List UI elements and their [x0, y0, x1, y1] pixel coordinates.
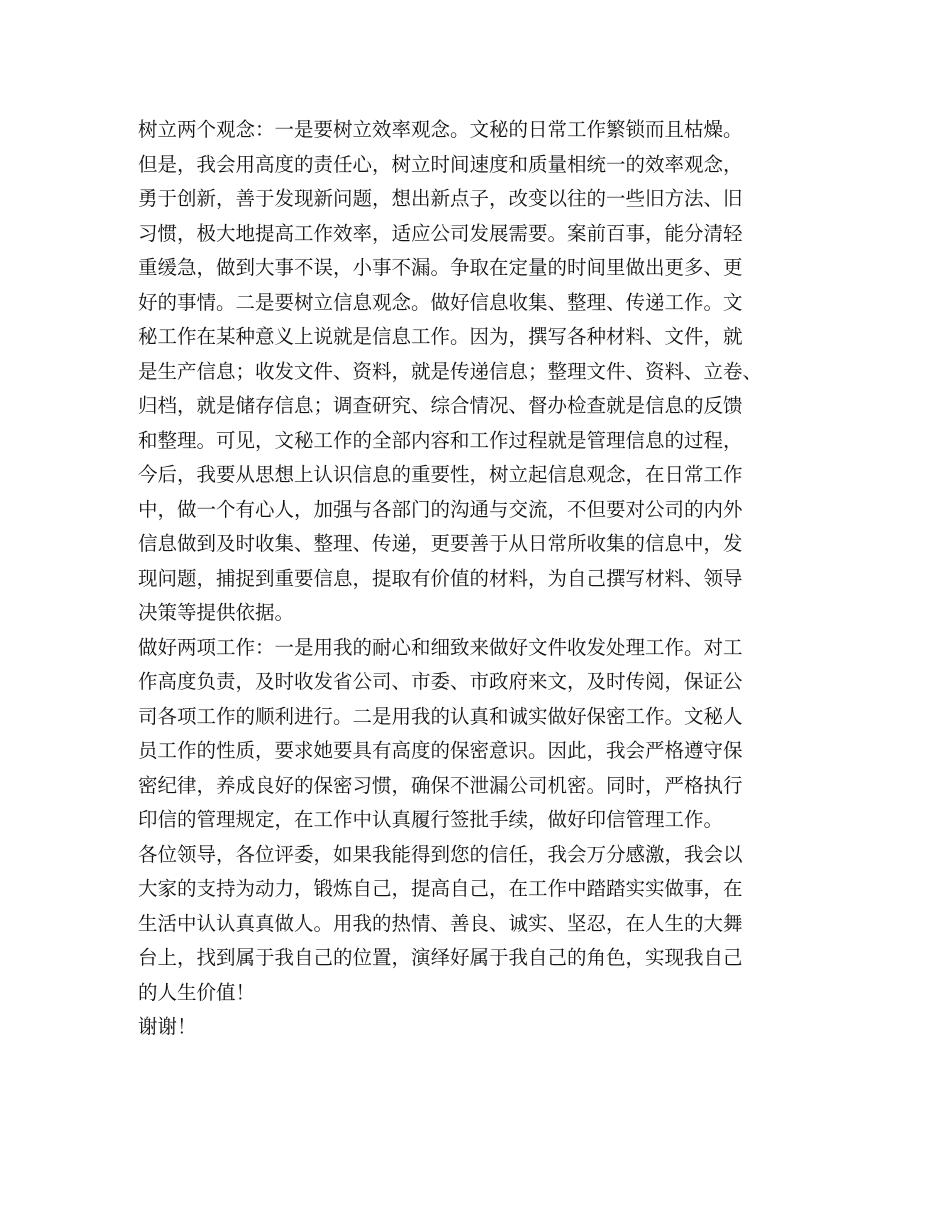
text-line: 司各项工作的顺利进行。二是用我的认真和诚实做好保密工作。文秘人 — [138, 704, 743, 728]
text-line: 大家的支持为动力，锻炼自己，提高自己，在工作中踏踏实实做事，在 — [138, 877, 743, 900]
text-line: 谢谢！ — [138, 1015, 197, 1038]
text-line: 员工作的性质，要求她要具有高度的保密意识。因此，我会严格遵守保 — [138, 739, 743, 762]
text-line: 秘工作在某种意义上说就是信息工作。因为，撰写各种材料、文件，就 — [138, 325, 743, 348]
text-line: 台上，找到属于我自己的位置，演绎好属于我自己的角色，实现我自己 — [138, 946, 743, 969]
text-line: 印信的管理规定，在工作中认真履行签批手续，做好印信管理工作。 — [138, 808, 724, 831]
text-line: 重缓急，做到大事不误，小事不漏。争取在定量的时间里做出更多、更 — [138, 256, 743, 279]
text-line: 习惯，极大地提高工作效率，适应公司发展需要。案前百事，能分清轻 — [138, 221, 743, 245]
text-line: 中，做一个有心人，加强与各部门的沟通与交流，不但要对公司的内外 — [138, 497, 743, 521]
text-line: 现问题，捕捉到重要信息，提取有价值的材料，为自己撰写材料、领导 — [138, 566, 743, 590]
text-line: 今后，我要从思想上认识信息的重要性，树立起信息观念，在日常工作 — [138, 463, 743, 486]
text-line: 决策等提供依据。 — [138, 601, 295, 624]
text-line: 树立两个观念：一是要树立效率观念。文秘的日常工作繁锁而且枯燥。 — [138, 118, 743, 141]
text-line: 作高度负责，及时收发省公司、市委、市政府来文，及时传阅，保证公 — [138, 670, 743, 693]
text-line: 是生产信息；收发文件、资料，就是传递信息；整理文件、资料、立卷、 — [138, 359, 763, 383]
text-line: 的人生价值！ — [138, 980, 256, 1004]
text-line: 各位领导，各位评委，如果我能得到您的信任，我会万分感激，我会以 — [138, 842, 743, 866]
text-line: 做好两项工作：一是用我的耐心和细致来做好文件收发处理工作。对工 — [138, 635, 743, 659]
text-line: 归档，就是储存信息；调查研究、综合情况、督办检查就是信息的反馈 — [138, 394, 743, 417]
text-line: 勇于创新，善于发现新问题，想出新点子，改变以往的一些旧方法、旧 — [138, 187, 743, 210]
document-page — [138, 113, 818, 1045]
text-line: 好的事情。二是要树立信息观念。做好信息收集、整理、传递工作。文 — [138, 290, 743, 314]
text-line: 但是，我会用高度的责任心，树立时间速度和质量相统一的效率观念， — [138, 152, 743, 176]
text-line: 和整理。可见，文秘工作的全部内容和工作过程就是管理信息的过程， — [138, 428, 743, 452]
text-line: 密纪律，养成良好的保密习惯，确保不泄漏公司机密。同时，严格执行 — [138, 773, 743, 797]
text-line: 生活中认认真真做人。用我的热情、善良、诚实、坚忍，在人生的大舞 — [138, 911, 743, 935]
text-line: 信息做到及时收集、整理、传递，更要善于从日常所收集的信息中，发 — [138, 532, 743, 555]
